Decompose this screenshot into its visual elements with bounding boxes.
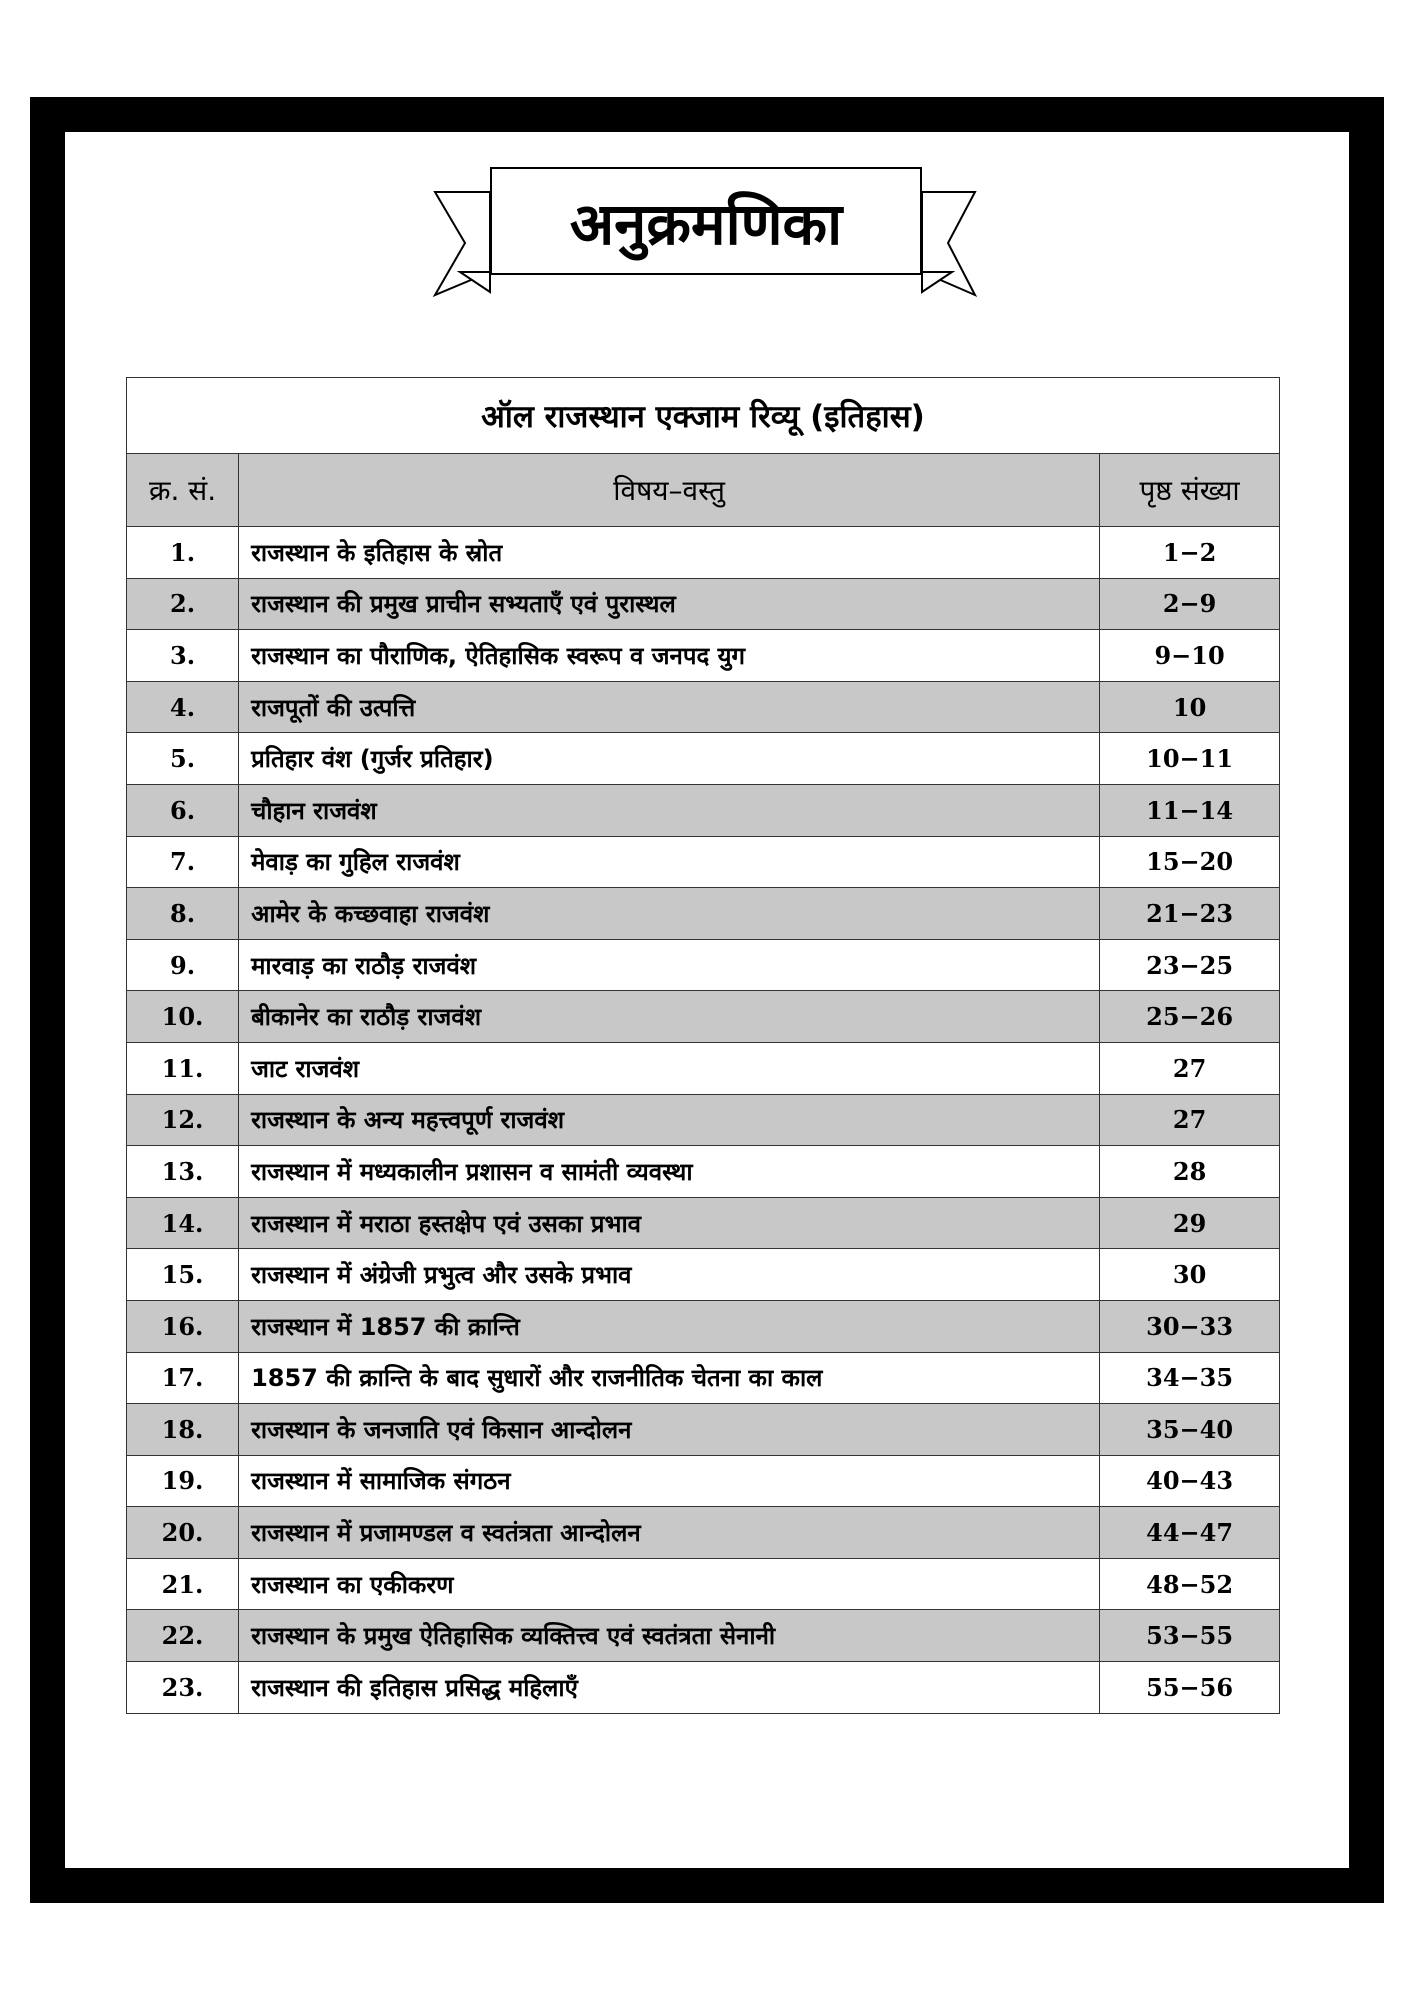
row-topic: राजस्थान में मध्यकालीन प्रशासन व सामंती व्यवस्था [239, 1146, 1100, 1198]
page-title: अनुक्रमणिका [569, 189, 843, 258]
table-row [127, 784, 1280, 836]
table-row [127, 888, 1280, 940]
row-number: 10. [127, 991, 239, 1043]
table-row [127, 1455, 1280, 1507]
row-topic: जाट राजवंश [239, 1042, 1100, 1094]
table-row [127, 1404, 1280, 1456]
row-number: 8. [127, 888, 239, 940]
contents-rows [127, 527, 1280, 1714]
header-topic: विषय–वस्तु [239, 454, 1100, 527]
table-row [127, 578, 1280, 630]
row-number: 5. [127, 733, 239, 785]
row-topic: राजस्थान की प्रमुख प्राचीन सभ्यताएँ एवं पुरास्थल [239, 578, 1100, 630]
row-number: 1. [127, 527, 239, 579]
table-heading: ऑल राजस्थान एक्जाम रिव्यू (इतिहास) [127, 378, 1280, 454]
row-topic: राजस्थान के जनजाति एवं किसान आन्दोलन [239, 1404, 1100, 1456]
row-number: 11. [127, 1042, 239, 1094]
table-row [127, 1146, 1280, 1198]
table-row [127, 1300, 1280, 1352]
row-topic: चौहान राजवंश [239, 784, 1100, 836]
row-topic: प्रतिहार वंश (गुर्जर प्रतिहार) [239, 733, 1100, 785]
row-number: 16. [127, 1300, 239, 1352]
row-pages: 30 [1100, 1249, 1280, 1301]
table-row [127, 1507, 1280, 1559]
row-number: 15. [127, 1249, 239, 1301]
row-pages: 30−33 [1100, 1300, 1280, 1352]
row-pages: 9−10 [1100, 630, 1280, 682]
table-row [127, 527, 1280, 579]
row-pages: 10 [1100, 681, 1280, 733]
table-row [127, 991, 1280, 1043]
row-number: 22. [127, 1610, 239, 1662]
row-topic: आमेर के कच्छवाहा राजवंश [239, 888, 1100, 940]
row-topic: राजस्थान के अन्य महत्त्वपूर्ण राजवंश [239, 1094, 1100, 1146]
row-pages: 25−26 [1100, 991, 1280, 1043]
row-pages: 35−40 [1100, 1404, 1280, 1456]
row-number: 3. [127, 630, 239, 682]
row-topic: राजस्थान में मराठा हस्तक्षेप एवं उसका प्रभाव [239, 1197, 1100, 1249]
row-number: 23. [127, 1662, 239, 1714]
row-number: 6. [127, 784, 239, 836]
table-row [127, 681, 1280, 733]
row-pages: 10−11 [1100, 733, 1280, 785]
row-pages: 23−25 [1100, 939, 1280, 991]
row-topic: राजस्थान में प्रजामण्डल व स्वतंत्रता आन्दोलन [239, 1507, 1100, 1559]
table-row [127, 733, 1280, 785]
row-pages: 53−55 [1100, 1610, 1280, 1662]
row-pages: 34−35 [1100, 1352, 1280, 1404]
row-topic: 1857 की क्रान्ति के बाद सुधारों और राजनीतिक चेतना का काल [239, 1352, 1100, 1404]
row-number: 13. [127, 1146, 239, 1198]
table-row [127, 836, 1280, 888]
row-number: 21. [127, 1558, 239, 1610]
contents-table [126, 377, 1280, 1714]
row-number: 9. [127, 939, 239, 991]
row-pages: 15−20 [1100, 836, 1280, 888]
table-row [127, 1558, 1280, 1610]
row-number: 7. [127, 836, 239, 888]
row-number: 12. [127, 1094, 239, 1146]
row-pages: 48−52 [1100, 1558, 1280, 1610]
table-row [127, 1042, 1280, 1094]
column-header-row [127, 454, 1280, 527]
row-topic: राजस्थान के इतिहास के स्रोत [239, 527, 1100, 579]
table-row [127, 1197, 1280, 1249]
table-row [127, 630, 1280, 682]
row-number: 17. [127, 1352, 239, 1404]
table-row [127, 939, 1280, 991]
row-pages: 21−23 [1100, 888, 1280, 940]
row-pages: 40−43 [1100, 1455, 1280, 1507]
row-number: 14. [127, 1197, 239, 1249]
row-pages: 27 [1100, 1042, 1280, 1094]
row-pages: 2−9 [1100, 578, 1280, 630]
row-number: 20. [127, 1507, 239, 1559]
row-topic: राजस्थान की इतिहास प्रसिद्ध महिलाएँ [239, 1662, 1100, 1714]
row-topic: राजस्थान में अंग्रेजी प्रभुत्व और उसके प्रभाव [239, 1249, 1100, 1301]
row-pages: 29 [1100, 1197, 1280, 1249]
header-page: पृष्ठ संख्या [1100, 454, 1280, 527]
row-pages: 44−47 [1100, 1507, 1280, 1559]
row-topic: बीकानेर का राठौड़ राजवंश [239, 991, 1100, 1043]
row-topic: राजपूतों की उत्पत्ति [239, 681, 1100, 733]
table-row [127, 1094, 1280, 1146]
row-number: 18. [127, 1404, 239, 1456]
table-row [127, 1610, 1280, 1662]
header-serial: क्र. सं. [127, 454, 239, 527]
row-pages: 28 [1100, 1146, 1280, 1198]
row-number: 2. [127, 578, 239, 630]
row-number: 4. [127, 681, 239, 733]
row-pages: 55−56 [1100, 1662, 1280, 1714]
row-topic: राजस्थान का एकीकरण [239, 1558, 1100, 1610]
row-pages: 27 [1100, 1094, 1280, 1146]
table-row [127, 1662, 1280, 1714]
table-row [127, 1352, 1280, 1404]
row-number: 19. [127, 1455, 239, 1507]
row-topic: मेवाड़ का गुहिल राजवंश [239, 836, 1100, 888]
row-topic: राजस्थान में सामाजिक संगठन [239, 1455, 1100, 1507]
row-topic: राजस्थान के प्रमुख ऐतिहासिक व्यक्तित्त्व एवं स्वतंत्रता सेनानी [239, 1610, 1100, 1662]
row-pages: 11−14 [1100, 784, 1280, 836]
table-row [127, 1249, 1280, 1301]
title-banner [490, 167, 922, 275]
row-pages: 1−2 [1100, 527, 1280, 579]
row-topic: राजस्थान में 1857 की क्रान्ति [239, 1300, 1100, 1352]
row-topic: राजस्थान का पौराणिक, ऐतिहासिक स्वरूप व जनपद युग [239, 630, 1100, 682]
row-topic: मारवाड़ का राठौड़ राजवंश [239, 939, 1100, 991]
